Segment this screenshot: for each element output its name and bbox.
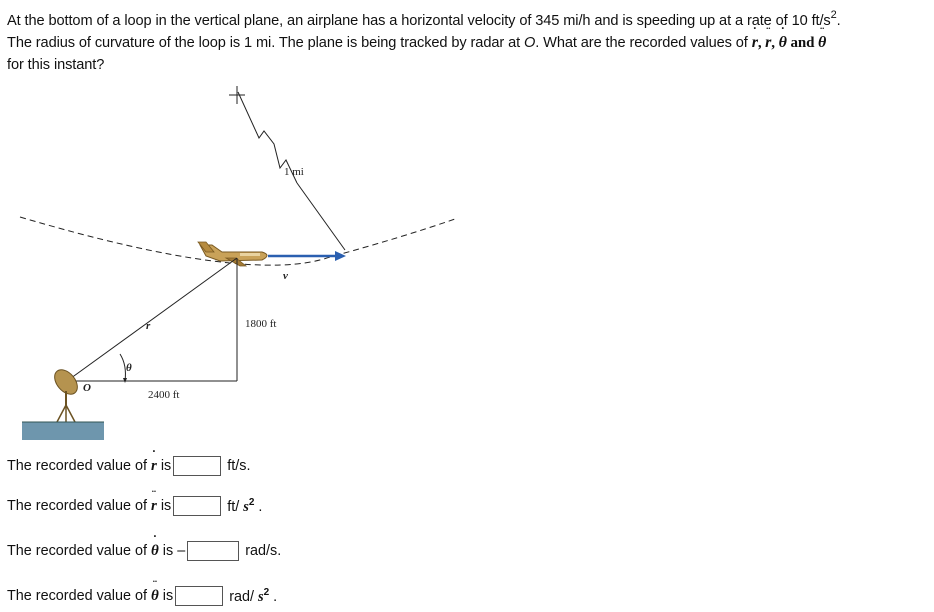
answer-suffix: is bbox=[160, 498, 172, 514]
unit-end: . bbox=[269, 588, 278, 605]
symbol-theta-dot: ˙ θ bbox=[779, 32, 787, 54]
exponent: 2 bbox=[830, 9, 837, 21]
answer-prefix: The recorded value of bbox=[7, 498, 147, 514]
separator: , bbox=[757, 35, 766, 51]
unit-end: . bbox=[254, 498, 263, 515]
answer-row-r-dot bbox=[7, 454, 250, 478]
symbol-theta-ddot: ¨ θ bbox=[818, 32, 826, 54]
answer-unit: ft/s. bbox=[227, 458, 251, 474]
velocity-arrow-head bbox=[335, 251, 346, 261]
answer-prefix: The recorded value of bbox=[7, 543, 147, 559]
problem-line-1 bbox=[7, 4, 931, 32]
answer-prefix: The recorded value of bbox=[7, 458, 147, 474]
answer-row-theta-dot bbox=[7, 539, 281, 563]
problem-line-2 bbox=[7, 32, 931, 54]
label-O: O bbox=[83, 382, 91, 394]
answer-unit: rad/s. bbox=[245, 543, 282, 559]
answer-symbol: ˙ θ bbox=[151, 543, 159, 560]
label-r: r bbox=[146, 320, 151, 332]
label-1-mi: 1 mi bbox=[284, 166, 304, 178]
label-theta: θ bbox=[126, 362, 132, 374]
theta-arc bbox=[120, 354, 125, 381]
unit-base: rad/ bbox=[229, 588, 258, 605]
answer-symbol: ¨ r bbox=[151, 498, 157, 515]
unit-base: ft/ bbox=[227, 498, 244, 515]
point-O: O bbox=[524, 35, 536, 51]
answer-row-r-ddot bbox=[7, 494, 262, 518]
and-word: and bbox=[786, 35, 819, 51]
problem-line-3: for this instant? bbox=[7, 57, 105, 73]
answer-input-r-ddot[interactable] bbox=[173, 496, 221, 516]
airplane bbox=[198, 242, 267, 266]
label-v: v bbox=[283, 270, 288, 282]
answer-symbol: ˙ r bbox=[151, 458, 157, 475]
answer-suffix: is bbox=[162, 588, 174, 604]
period: . bbox=[836, 13, 841, 29]
unit-exp: 2 bbox=[248, 496, 255, 508]
answer-input-r-dot[interactable] bbox=[173, 456, 221, 476]
label-2400-ft: 2400 ft bbox=[148, 389, 180, 401]
answer-input-theta-dot[interactable] bbox=[187, 541, 239, 561]
radius-line bbox=[297, 183, 345, 250]
unit-var: s bbox=[258, 588, 264, 605]
answer-input-theta-ddot[interactable] bbox=[175, 586, 223, 606]
ground bbox=[22, 422, 104, 440]
unit-exp: 2 bbox=[263, 586, 270, 598]
symbol-r-dot: ˙ r bbox=[752, 32, 758, 54]
minus-sign: – bbox=[177, 543, 186, 559]
problem-statement bbox=[7, 4, 931, 76]
separator: , bbox=[771, 35, 779, 51]
label-1800-ft: 1800 ft bbox=[245, 318, 277, 330]
loop-diagram bbox=[0, 80, 934, 450]
answer-row-theta-ddot bbox=[7, 584, 277, 608]
answer-suffix: is bbox=[162, 543, 174, 559]
answer-unit bbox=[229, 587, 277, 606]
answer-unit bbox=[227, 497, 262, 516]
answer-symbol: ¨ θ bbox=[151, 588, 159, 605]
r-line bbox=[67, 258, 237, 381]
problem-text-3: . What are the recorded values of bbox=[535, 35, 752, 51]
symbol-r-ddot: ¨ r bbox=[765, 32, 771, 54]
problem-text-1: At the bottom of a loop in the vertical plane, an airplane has a horizontal velocity of 345 mi/h and is speeding up at a rate of 10 ft/s bbox=[7, 13, 831, 29]
answer-prefix: The recorded value of bbox=[7, 588, 147, 604]
answer-suffix: is bbox=[160, 458, 172, 474]
unit-var: s bbox=[243, 498, 249, 515]
problem-text-2: The radius of curvature of the loop is 1 mi. The plane is being tracked by radar at bbox=[7, 35, 524, 51]
